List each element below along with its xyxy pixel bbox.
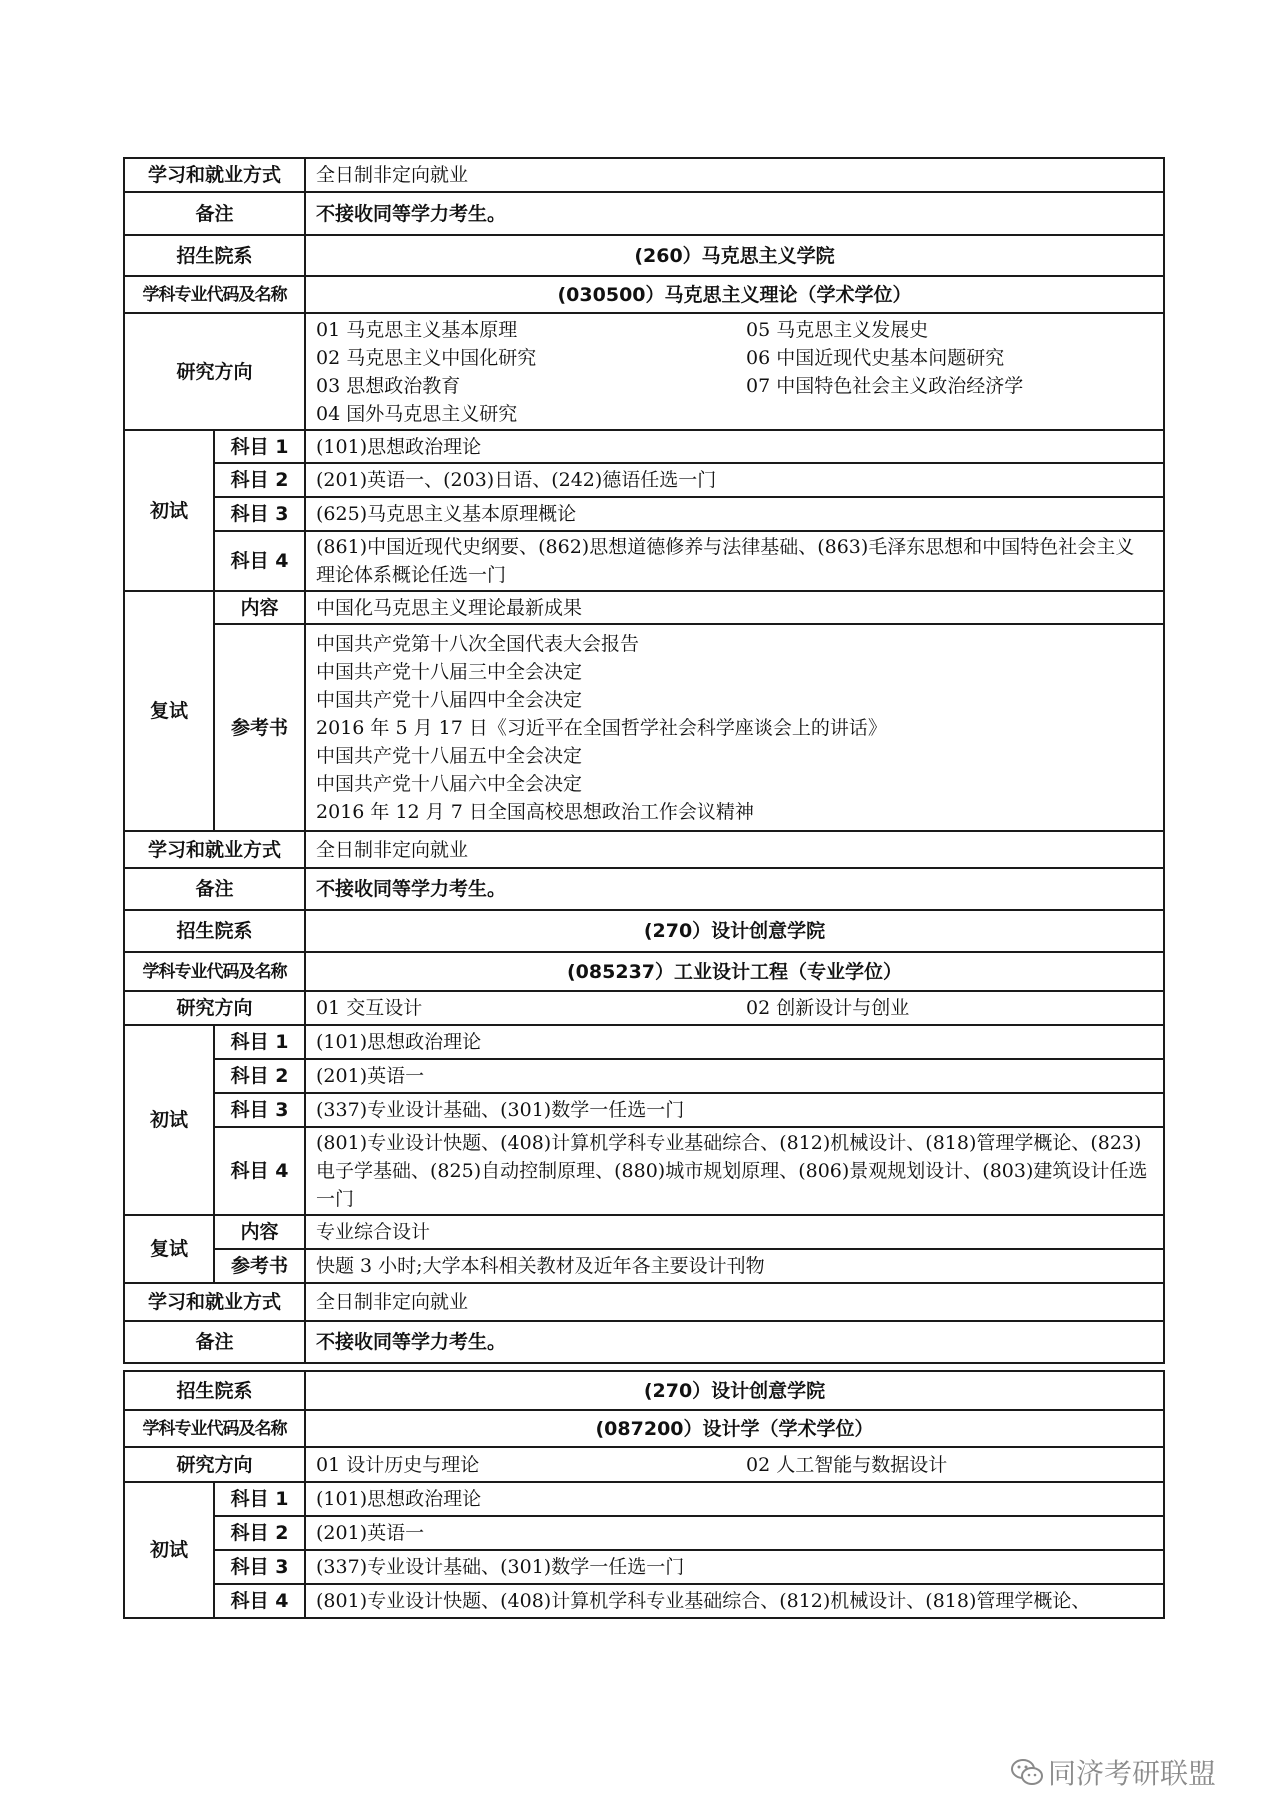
subject-value: (201)英语一 [305, 1516, 1164, 1550]
direction-item: 05 马克思主义发展史 [746, 318, 929, 341]
direction-list [305, 991, 1164, 1025]
direction-label: 研究方向 [124, 313, 305, 430]
note-value: 不接收同等学力考生。 [305, 868, 1164, 910]
mode-value: 全日制非定向就业 [305, 1283, 1164, 1321]
major-label: 学科专业代码及名称 [124, 952, 305, 991]
exam1-label: 初试 [124, 1482, 214, 1618]
reference-value: 快题 3 小时;大学本科相关教材及近年各主要设计刊物 [305, 1249, 1164, 1283]
dept-label: 招生院系 [124, 1371, 305, 1410]
direction-item: 01 交互设计 [316, 997, 423, 1019]
reference-list [305, 624, 1164, 831]
note-label: 备注 [124, 192, 305, 235]
subject-label: 科目 3 [214, 1093, 305, 1127]
mode-value: 全日制非定向就业 [305, 831, 1164, 868]
direction-item: 06 中国近现代史基本问题研究 [746, 346, 1005, 369]
wechat-icon [1010, 1757, 1044, 1787]
subject-value: (861)中国近现代史纲要、(862)思想道德修养与法律基础、(863)毛泽东思想和中国特色社会主义理论体系概论任选一门 [305, 531, 1164, 591]
dept-label: 招生院系 [124, 910, 305, 952]
subject-value: (201)英语一、(203)日语、(242)德语任选一门 [305, 463, 1164, 497]
subject-value: (101)思想政治理论 [305, 430, 1164, 463]
mode-label: 学习和就业方式 [124, 1283, 305, 1321]
note-value: 不接收同等学力考生。 [305, 192, 1164, 235]
reference-item: 2016 年 5 月 17 日《习近平在全国哲学社会科学座谈会上的讲话》 [316, 716, 887, 739]
subject-label: 科目 1 [214, 1025, 305, 1059]
admissions-table [123, 157, 1165, 1619]
major-label: 学科专业代码及名称 [124, 1410, 305, 1447]
dept-label: 招生院系 [124, 235, 305, 276]
note-value: 不接收同等学力考生。 [305, 1321, 1164, 1363]
major-value: (087200）设计学（学术学位） [305, 1410, 1164, 1447]
reference-label: 参考书 [214, 1249, 305, 1283]
subject-value: (801)专业设计快题、(408)计算机学科专业基础综合、(812)机械设计、(818)管理学概论、 [305, 1584, 1164, 1618]
direction-label: 研究方向 [124, 991, 305, 1025]
major-label: 学科专业代码及名称 [124, 276, 305, 313]
direction-item: 04 国外马克思主义研究 [316, 402, 518, 425]
subject-value: (101)思想政治理论 [305, 1025, 1164, 1059]
subject-value: (201)英语一 [305, 1059, 1164, 1093]
subject-value: (801)专业设计快题、(408)计算机学科专业基础综合、(812)机械设计、(818)管理学概论、(823)电子学基础、(825)自动控制原理、(880)城市规划原理、(806)景观规划设计、(803)建筑设计任选一门 [305, 1127, 1164, 1215]
direction-item: 01 设计历史与理论 [316, 1453, 480, 1476]
reference-item: 中国共产党十八届四中全会决定 [316, 688, 583, 711]
reference-item: 中国共产党第十八次全国代表大会报告 [316, 632, 640, 655]
dept-value: (270）设计创意学院 [305, 1371, 1164, 1410]
exam1-label: 初试 [124, 430, 214, 591]
content-value: 专业综合设计 [305, 1215, 1164, 1249]
direction-item: 02 创新设计与创业 [746, 997, 910, 1019]
direction-item: 01 马克思主义基本原理 [316, 318, 518, 341]
watermark [1010, 1752, 1216, 1792]
mode-label: 学习和就业方式 [124, 158, 305, 192]
subject-label: 科目 1 [214, 1482, 305, 1516]
mode-label: 学习和就业方式 [124, 831, 305, 868]
subject-label: 科目 3 [214, 497, 305, 531]
subject-label: 科目 3 [214, 1550, 305, 1584]
reference-item: 中国共产党十八届三中全会决定 [316, 660, 583, 683]
dept-value: (260）马克思主义学院 [305, 235, 1164, 276]
subject-label: 科目 4 [214, 1584, 305, 1618]
subject-value: (337)专业设计基础、(301)数学一任选一门 [305, 1550, 1164, 1584]
note-label: 备注 [124, 1321, 305, 1363]
subject-label: 科目 4 [214, 531, 305, 591]
direction-item: 03 思想政治教育 [316, 374, 461, 397]
watermark-text: 同济考研联盟 [1048, 1757, 1217, 1790]
reference-label: 参考书 [214, 624, 305, 831]
direction-item: 07 中国特色社会主义政治经济学 [746, 374, 1024, 397]
reference-item: 2016 年 12 月 7 日全国高校思想政治工作会议精神 [316, 800, 754, 823]
direction-list [305, 313, 1164, 430]
dept-value: (270）设计创意学院 [305, 910, 1164, 952]
content-value: 中国化马克思主义理论最新成果 [305, 591, 1164, 624]
exam1-label: 初试 [124, 1025, 214, 1215]
note-label: 备注 [124, 868, 305, 910]
exam2-label: 复试 [124, 1215, 214, 1283]
subject-label: 科目 4 [214, 1127, 305, 1215]
direction-item: 02 人工智能与数据设计 [746, 1453, 948, 1476]
subject-label: 科目 2 [214, 1516, 305, 1550]
reference-item: 中国共产党十八届五中全会决定 [316, 744, 583, 767]
subject-value: (101)思想政治理论 [305, 1482, 1164, 1516]
subject-label: 科目 1 [214, 430, 305, 463]
subject-value: (337)专业设计基础、(301)数学一任选一门 [305, 1093, 1164, 1127]
content-label: 内容 [214, 1215, 305, 1249]
mode-value: 全日制非定向就业 [305, 158, 1164, 192]
direction-item: 02 马克思主义中国化研究 [316, 346, 537, 369]
direction-label: 研究方向 [124, 1447, 305, 1482]
subject-value: (625)马克思主义基本原理概论 [305, 497, 1164, 531]
major-value: (030500）马克思主义理论（学术学位） [305, 276, 1164, 313]
subject-label: 科目 2 [214, 463, 305, 497]
major-value: (085237）工业设计工程（专业学位） [305, 952, 1164, 991]
subject-label: 科目 2 [214, 1059, 305, 1093]
direction-list [305, 1447, 1164, 1482]
reference-item: 中国共产党十八届六中全会决定 [316, 772, 583, 795]
exam2-label: 复试 [124, 591, 214, 831]
content-label: 内容 [214, 591, 305, 624]
